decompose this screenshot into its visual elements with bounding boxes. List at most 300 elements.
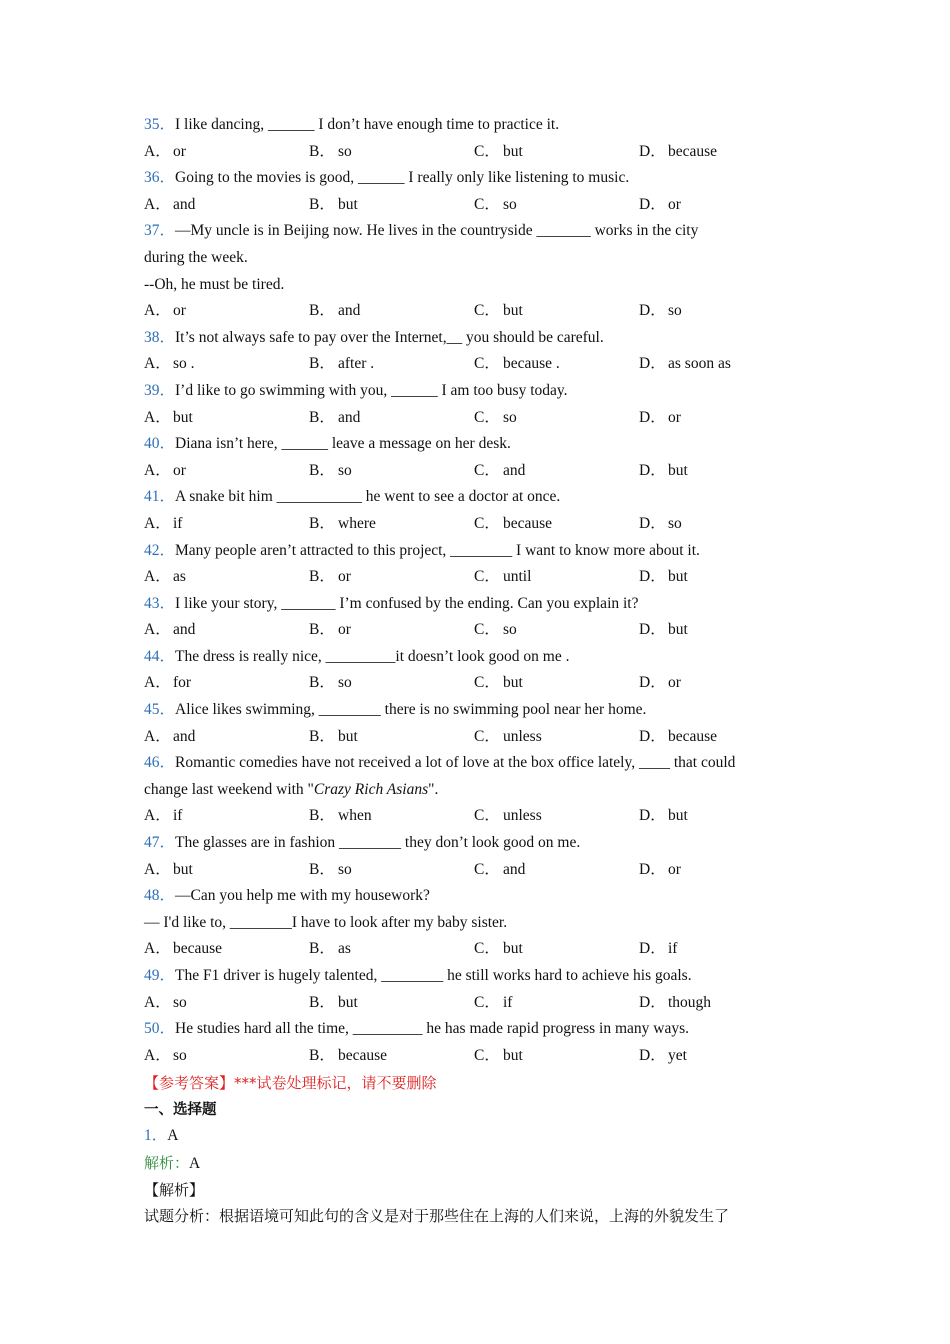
option-text: or xyxy=(668,860,681,878)
option-letter: D． xyxy=(639,860,666,878)
option-b[interactable] xyxy=(309,617,474,644)
option-letter: C． xyxy=(474,993,500,1011)
option-letter: A． xyxy=(144,514,171,532)
question-number: 44 xyxy=(144,647,160,665)
option-text: and xyxy=(173,621,196,639)
option-text: and xyxy=(173,727,196,745)
options-row xyxy=(144,511,804,538)
option-letter: C． xyxy=(474,674,500,692)
options-row xyxy=(144,458,804,485)
option-letter: C． xyxy=(474,807,500,825)
option-letter: C． xyxy=(474,940,500,958)
option-text: but xyxy=(668,807,688,825)
option-letter: A． xyxy=(144,621,171,639)
option-c[interactable] xyxy=(474,458,639,485)
analysis-value: A xyxy=(189,1154,201,1172)
option-text: but xyxy=(173,408,193,426)
option-b[interactable] xyxy=(309,1043,474,1070)
option-text: but xyxy=(503,1046,523,1064)
options-row xyxy=(144,803,804,830)
option-text: as xyxy=(173,568,186,586)
option-c[interactable] xyxy=(474,617,639,644)
option-letter: C． xyxy=(474,142,500,160)
question-text: I like your story, _______ I’m confused by the ending. Can you explain it? xyxy=(175,594,639,612)
question-number: 35 xyxy=(144,116,160,133)
option-a[interactable] xyxy=(144,139,309,166)
question-text-line xyxy=(144,963,804,990)
question-number: 50 xyxy=(144,1020,160,1038)
options-row xyxy=(144,724,804,751)
option-a[interactable] xyxy=(144,724,309,751)
option-c[interactable] xyxy=(474,990,639,1017)
question-number: 36 xyxy=(144,169,160,187)
question-text-line xyxy=(144,538,804,565)
option-text: unless xyxy=(503,727,542,745)
option-b[interactable] xyxy=(309,298,474,325)
number-separator: ． xyxy=(159,967,176,984)
question-number: 46 xyxy=(144,754,160,772)
option-text: so xyxy=(338,860,352,878)
option-text: so xyxy=(668,302,682,320)
option-text: so . xyxy=(173,355,195,373)
option-text: because xyxy=(173,940,223,958)
option-text: so xyxy=(668,514,682,532)
option-letter: A． xyxy=(144,860,171,878)
option-letter: A． xyxy=(144,142,171,160)
option-letter: D． xyxy=(639,195,666,213)
question-number: 41 xyxy=(144,488,160,506)
option-letter: B． xyxy=(309,302,335,320)
option-c[interactable] xyxy=(474,298,639,325)
option-letter: C． xyxy=(474,514,500,532)
options-row xyxy=(144,1043,804,1070)
option-text: so xyxy=(338,142,352,160)
option-text: and xyxy=(503,860,526,878)
option-c[interactable] xyxy=(474,564,639,591)
question-item xyxy=(144,165,804,218)
option-text: or xyxy=(668,408,681,426)
options-row xyxy=(144,936,804,963)
question-text: I’d like to go swimming with you, ______ I am too busy today. xyxy=(175,381,568,399)
number-separator: ． xyxy=(159,754,176,772)
number-separator: ． xyxy=(159,169,176,187)
analysis-heading: 【解析】 xyxy=(144,1180,205,1199)
option-d[interactable] xyxy=(639,936,804,963)
option-text: for xyxy=(173,674,192,692)
options-row xyxy=(144,351,804,378)
option-d[interactable] xyxy=(639,857,804,884)
question-number: 42 xyxy=(144,541,160,559)
question-text: I like dancing, ______ I don’t have enough time to practice it. xyxy=(175,116,560,133)
options-row xyxy=(144,857,804,884)
options-row xyxy=(144,192,804,219)
option-letter: B． xyxy=(309,727,335,745)
option-d[interactable] xyxy=(639,990,804,1017)
option-d[interactable] xyxy=(639,617,804,644)
options-row xyxy=(144,617,804,644)
question-number: 37 xyxy=(144,222,160,240)
option-c[interactable] xyxy=(474,511,639,538)
option-b[interactable] xyxy=(309,724,474,751)
question-text-line xyxy=(144,1016,804,1043)
option-letter: B． xyxy=(309,514,335,532)
question-text: change last weekend with " xyxy=(144,780,314,798)
option-letter: D． xyxy=(639,355,666,373)
option-c[interactable] xyxy=(474,405,639,432)
question-text: — I'd like to, ________I have to look after my baby sister. xyxy=(144,913,508,931)
option-a[interactable] xyxy=(144,298,309,325)
option-text: because xyxy=(668,727,718,745)
option-d[interactable] xyxy=(639,511,804,538)
option-a[interactable] xyxy=(144,857,309,884)
option-text: or xyxy=(173,461,186,479)
question-text-line xyxy=(144,777,804,804)
option-d[interactable] xyxy=(639,351,804,378)
question-text-line xyxy=(144,830,804,857)
option-text: so xyxy=(338,461,352,479)
option-letter: B． xyxy=(309,940,335,958)
question-text: --Oh, he must be tired. xyxy=(144,275,285,293)
option-b[interactable] xyxy=(309,857,474,884)
question-item xyxy=(144,644,804,697)
option-c[interactable] xyxy=(474,724,639,751)
option-letter: C． xyxy=(474,355,500,373)
question-item xyxy=(144,1016,804,1069)
analysis-colon: ： xyxy=(174,1153,190,1172)
option-text: and xyxy=(338,302,361,320)
option-letter: C． xyxy=(474,621,500,639)
option-d[interactable] xyxy=(639,670,804,697)
number-separator: ． xyxy=(159,701,176,719)
option-letter: D． xyxy=(639,568,666,586)
question-text-line xyxy=(144,245,804,272)
question-text: It’s not always safe to pay over the Internet,__ you should be careful. xyxy=(175,328,604,346)
option-letter: B． xyxy=(309,1046,335,1064)
option-letter: B． xyxy=(309,807,335,825)
question-item xyxy=(144,484,804,537)
option-text: but xyxy=(338,195,358,213)
question-list xyxy=(144,112,804,1230)
option-d[interactable] xyxy=(639,1043,804,1070)
option-text: or xyxy=(338,621,351,639)
option-text: as soon as xyxy=(668,355,731,373)
question-text-line xyxy=(144,378,804,405)
option-letter: C． xyxy=(474,568,500,586)
option-text: because xyxy=(503,514,553,532)
option-c[interactable] xyxy=(474,1043,639,1070)
option-letter: D． xyxy=(639,807,666,825)
option-a[interactable] xyxy=(144,458,309,485)
option-text: so xyxy=(173,1046,187,1064)
option-text: but xyxy=(503,142,523,160)
option-letter: B． xyxy=(309,355,335,373)
question-item xyxy=(144,830,804,883)
option-text: because xyxy=(338,1046,388,1064)
option-d[interactable] xyxy=(639,803,804,830)
option-c[interactable] xyxy=(474,351,639,378)
option-a[interactable] xyxy=(144,990,309,1017)
question-text-line xyxy=(144,272,804,299)
option-a[interactable] xyxy=(144,192,309,219)
option-text: but xyxy=(173,860,193,878)
option-text: when xyxy=(338,807,372,825)
option-letter: D． xyxy=(639,408,666,426)
option-b[interactable] xyxy=(309,511,474,538)
number-separator: ． xyxy=(159,887,176,905)
analysis-line xyxy=(144,1150,804,1177)
option-a[interactable] xyxy=(144,564,309,591)
option-letter: D． xyxy=(639,940,666,958)
option-b[interactable] xyxy=(309,936,474,963)
option-letter: D． xyxy=(639,142,666,160)
option-a[interactable] xyxy=(144,936,309,963)
option-letter: D． xyxy=(639,461,666,479)
options-row xyxy=(144,139,804,166)
option-text: unless xyxy=(503,807,542,825)
option-text: so xyxy=(338,674,352,692)
option-d[interactable] xyxy=(639,298,804,325)
question-text-line xyxy=(144,910,804,937)
question-item xyxy=(144,378,804,431)
option-b[interactable] xyxy=(309,990,474,1017)
option-letter: A． xyxy=(144,807,171,825)
option-letter: C． xyxy=(474,195,500,213)
option-c[interactable] xyxy=(474,936,639,963)
number-separator: ． xyxy=(151,1127,168,1145)
option-letter: B． xyxy=(309,461,335,479)
option-letter: A． xyxy=(144,1046,171,1064)
number-separator: ． xyxy=(159,594,176,612)
question-text-line xyxy=(144,750,804,777)
number-separator: ． xyxy=(159,222,176,240)
question-text: Going to the movies is good, ______ I really only like listening to music. xyxy=(175,169,630,187)
question-number: 43 xyxy=(144,594,160,612)
number-separator: ． xyxy=(159,488,176,506)
answer-number: 1 xyxy=(144,1127,152,1145)
option-letter: C． xyxy=(474,860,500,878)
options-row xyxy=(144,564,804,591)
option-text: so xyxy=(503,621,517,639)
option-letter: C． xyxy=(474,408,500,426)
question-text: Many people aren’t attracted to this project, ________ I want to know more about it. xyxy=(175,541,700,559)
option-letter: C． xyxy=(474,727,500,745)
question-item xyxy=(144,750,804,830)
option-text: or xyxy=(668,195,681,213)
option-letter: D． xyxy=(639,993,666,1011)
option-c[interactable] xyxy=(474,803,639,830)
question-text: Diana isn’t here, ______ leave a message on her desk. xyxy=(175,435,511,453)
option-b[interactable] xyxy=(309,458,474,485)
option-letter: A． xyxy=(144,195,171,213)
option-text: and xyxy=(173,195,196,213)
option-text: so xyxy=(173,993,187,1011)
number-separator: ． xyxy=(159,1020,176,1038)
option-text: if xyxy=(668,940,678,958)
option-text: if xyxy=(173,514,183,532)
option-letter: C． xyxy=(474,302,500,320)
question-text-line xyxy=(144,883,804,910)
answer-line xyxy=(144,1123,804,1150)
option-c[interactable] xyxy=(474,192,639,219)
option-b[interactable] xyxy=(309,351,474,378)
option-letter: B． xyxy=(309,568,335,586)
question-item xyxy=(144,325,804,378)
option-text: as xyxy=(338,940,351,958)
question-text-line xyxy=(144,112,804,139)
option-letter: D． xyxy=(639,727,666,745)
question-item xyxy=(144,963,804,1016)
number-separator: ． xyxy=(159,328,176,346)
option-letter: A． xyxy=(144,461,171,479)
option-b[interactable] xyxy=(309,139,474,166)
option-letter: A． xyxy=(144,727,171,745)
option-c[interactable] xyxy=(474,857,639,884)
question-text-line xyxy=(144,165,804,192)
option-letter: A． xyxy=(144,674,171,692)
question-item xyxy=(144,591,804,644)
number-separator: ． xyxy=(159,541,176,559)
option-letter: B． xyxy=(309,621,335,639)
option-text: if xyxy=(503,993,513,1011)
option-text: or xyxy=(173,302,186,320)
number-separator: ． xyxy=(159,435,176,453)
option-a[interactable] xyxy=(144,511,309,538)
question-item xyxy=(144,112,804,165)
options-row xyxy=(144,670,804,697)
option-text: but xyxy=(503,302,523,320)
question-text: ". xyxy=(428,780,439,798)
question-text: The glasses are in fashion ________ they don’t look good on me. xyxy=(175,834,581,852)
section-title: 一、选择题 xyxy=(144,1102,217,1119)
question-text-line xyxy=(144,431,804,458)
option-text: but xyxy=(503,674,523,692)
option-text: or xyxy=(668,674,681,692)
option-text: so xyxy=(503,408,517,426)
option-text: and xyxy=(503,461,526,479)
option-a[interactable] xyxy=(144,670,309,697)
option-text: but xyxy=(668,568,688,586)
question-item xyxy=(144,431,804,484)
option-a[interactable] xyxy=(144,1043,309,1070)
question-text-line xyxy=(144,325,804,352)
option-b[interactable] xyxy=(309,192,474,219)
question-text: Romantic comedies have not received a lot of love at the box office lately, ____ that could xyxy=(175,754,736,772)
option-letter: D． xyxy=(639,674,666,692)
option-d[interactable] xyxy=(639,724,804,751)
option-b[interactable] xyxy=(309,803,474,830)
number-separator: ． xyxy=(159,834,176,852)
option-letter: A． xyxy=(144,355,171,373)
option-b[interactable] xyxy=(309,564,474,591)
question-number: 49 xyxy=(144,967,160,984)
question-number: 38 xyxy=(144,328,160,346)
option-text: after . xyxy=(338,355,375,373)
movie-title: Crazy Rich Asians xyxy=(313,780,429,798)
option-d[interactable] xyxy=(639,192,804,219)
option-text: because xyxy=(668,142,718,160)
question-text-line xyxy=(144,644,804,671)
option-letter: D． xyxy=(639,621,666,639)
question-text: The F1 driver is hugely talented, ________ he still works hard to achieve his goals. xyxy=(175,967,692,984)
question-text: during the week. xyxy=(144,248,248,266)
option-a[interactable] xyxy=(144,803,309,830)
number-separator: ． xyxy=(159,647,176,665)
option-letter: C． xyxy=(474,1046,500,1064)
question-text: A snake bit him ___________ he went to see a doctor at once. xyxy=(175,488,561,506)
question-text-line xyxy=(144,697,804,724)
option-text: or xyxy=(338,568,351,586)
question-item xyxy=(144,538,804,591)
option-letter: B． xyxy=(309,142,335,160)
number-separator: ． xyxy=(159,116,176,133)
option-text: though xyxy=(668,993,712,1011)
question-text: —My uncle is in Beijing now. He lives in the countryside _______ works in the city xyxy=(175,222,699,240)
option-letter: A． xyxy=(144,993,171,1011)
option-d[interactable] xyxy=(639,458,804,485)
option-text: so xyxy=(503,195,517,213)
option-b[interactable] xyxy=(309,405,474,432)
option-text: but xyxy=(668,621,688,639)
options-row xyxy=(144,405,804,432)
option-letter: D． xyxy=(639,1046,666,1064)
question-number: 39 xyxy=(144,381,160,399)
option-a[interactable] xyxy=(144,351,309,378)
option-text: because . xyxy=(503,355,560,373)
option-letter: C． xyxy=(474,461,500,479)
option-text: and xyxy=(338,408,361,426)
option-text: where xyxy=(338,514,376,532)
option-d[interactable] xyxy=(639,139,804,166)
question-text: —Can you help me with my housework? xyxy=(175,887,430,905)
answer-value: A xyxy=(167,1127,179,1145)
option-letter: A． xyxy=(144,408,171,426)
option-letter: B． xyxy=(309,408,335,426)
question-number: 48 xyxy=(144,887,160,905)
option-letter: D． xyxy=(639,514,666,532)
option-text: if xyxy=(173,807,183,825)
option-letter: B． xyxy=(309,195,335,213)
option-text: but xyxy=(503,940,523,958)
options-row xyxy=(144,990,804,1017)
option-a[interactable] xyxy=(144,617,309,644)
options-row xyxy=(144,298,804,325)
question-text-line xyxy=(144,591,804,618)
option-text: but xyxy=(668,461,688,479)
option-letter: B． xyxy=(309,993,335,1011)
question-number: 45 xyxy=(144,701,160,719)
number-separator: ． xyxy=(159,381,176,399)
option-letter: B． xyxy=(309,674,335,692)
option-c[interactable] xyxy=(474,139,639,166)
option-text: but xyxy=(338,727,358,745)
option-c[interactable] xyxy=(474,670,639,697)
analysis-label: 解析 xyxy=(144,1153,175,1172)
option-letter: B． xyxy=(309,860,335,878)
option-text: or xyxy=(173,142,186,160)
option-b[interactable] xyxy=(309,670,474,697)
option-d[interactable] xyxy=(639,564,804,591)
question-item xyxy=(144,697,804,750)
question-item xyxy=(144,883,804,963)
option-text: until xyxy=(503,568,532,586)
question-text: Alice likes swimming, ________ there is no swimming pool near her home. xyxy=(175,701,647,719)
option-letter: A． xyxy=(144,940,171,958)
analysis-text: 试题分析：根据语境可知此句的含义是对于那些住在上海的人们来说，上海的外貌发生了 xyxy=(144,1207,730,1226)
option-a[interactable] xyxy=(144,405,309,432)
option-d[interactable] xyxy=(639,405,804,432)
question-text: The dress is really nice, _________it doesn’t look good on me . xyxy=(175,647,570,665)
option-letter: A． xyxy=(144,568,171,586)
